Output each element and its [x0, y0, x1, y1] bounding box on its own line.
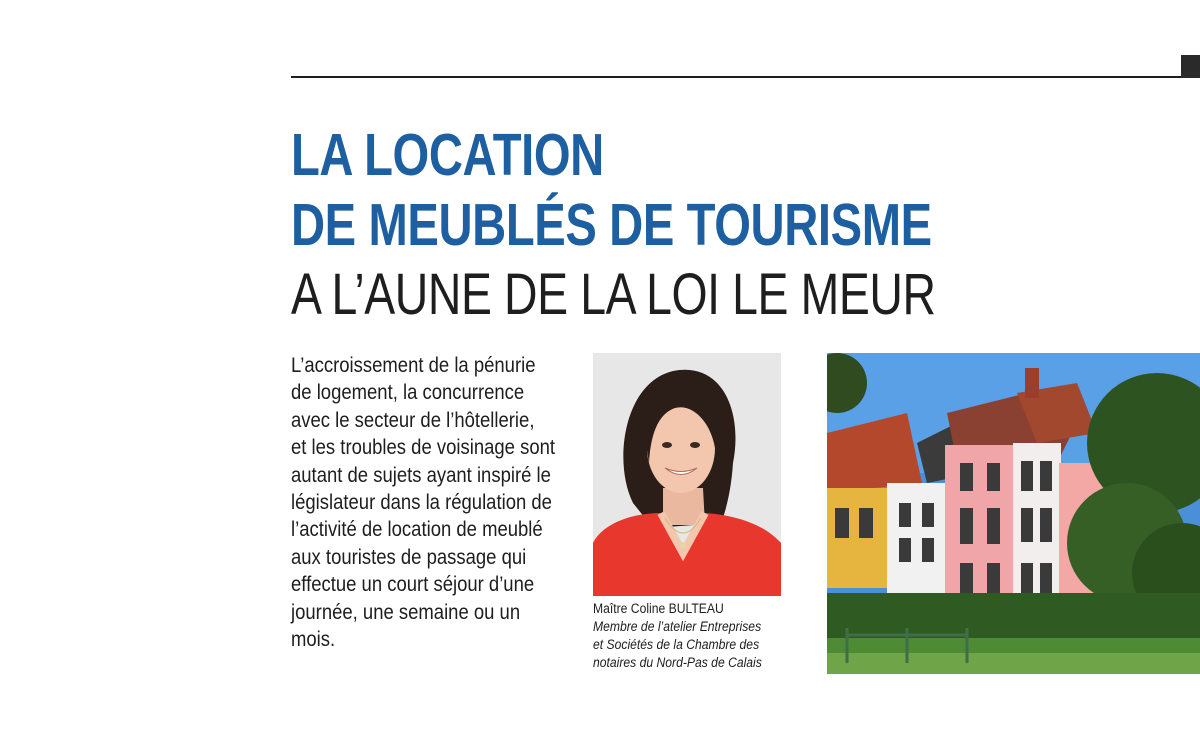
townhouses-photo — [827, 353, 1200, 674]
intro-line: avec le secteur de l’hôtellerie, — [291, 408, 535, 432]
article-title — [291, 120, 1097, 330]
author-name: Maître Coline BULTEAU — [593, 601, 724, 616]
next-article-text-cut — [70, 720, 1190, 730]
intro-line: de logement, la concurrence — [291, 381, 525, 405]
intro-line: effectue un court séjour d’une — [291, 573, 535, 597]
intro-line: mois. — [291, 628, 336, 652]
title-line-3: A L’AUNE DE LA LOI LE MEUR — [291, 262, 936, 327]
title-line-1: LA LOCATION — [291, 122, 604, 188]
top-divider-rule — [291, 76, 1181, 78]
intro-line: aux touristes de passage qui — [291, 545, 527, 569]
intro-line: autant de sujets ayant inspiré le — [291, 463, 551, 487]
author-role-line: notaires du Nord-Pas de Calais — [593, 655, 762, 670]
article-intro — [291, 352, 591, 653]
title-line-2: DE MEUBLÉS DE TOURISME — [291, 192, 932, 258]
intro-line: L’accroissement de la pénurie — [291, 354, 536, 377]
intro-line: l’activité de location de meublé — [291, 518, 543, 542]
author-role-line: Membre de l’atelier Entreprises — [593, 619, 762, 634]
intro-line: et les troubles de voisinage sont — [291, 436, 556, 460]
author-portrait — [593, 353, 781, 596]
author-caption — [593, 600, 793, 672]
intro-line: législateur dans la régulation de — [291, 491, 552, 515]
intro-line: journée, une semaine ou un — [291, 600, 521, 624]
corner-marker — [1181, 55, 1200, 78]
author-role-line: et Sociétés de la Chambre des — [593, 637, 760, 652]
